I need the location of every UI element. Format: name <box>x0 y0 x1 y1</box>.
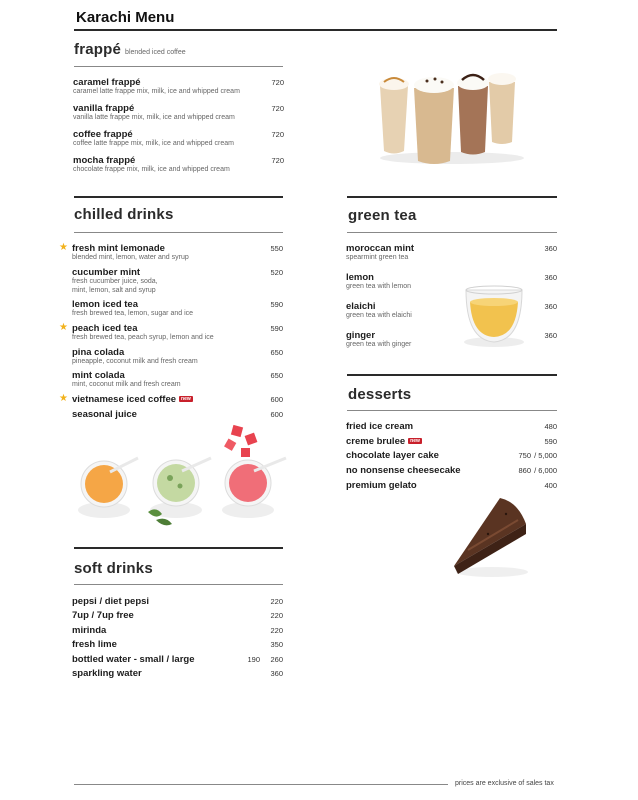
menu-item <box>72 625 283 636</box>
item-name-text: vietnamese iced coffee <box>72 394 177 405</box>
item-price: 220 <box>270 597 283 606</box>
item-name: premium gelato <box>346 480 417 491</box>
item-name: ginger <box>346 330 376 341</box>
frappe-subtitle: blended iced coffee <box>125 49 186 56</box>
page-title: Karachi Menu <box>76 9 175 26</box>
menu-item <box>73 103 284 123</box>
item-desc: spearmint green tea <box>346 254 409 261</box>
greentea-top-rule <box>347 196 557 198</box>
menu-item <box>72 267 283 295</box>
menu-item <box>73 77 284 97</box>
menu-item <box>73 129 284 149</box>
item-price: 720 <box>271 104 284 113</box>
menu-item <box>72 299 283 319</box>
item-desc: fresh cucumber juice, soda, <box>72 278 158 285</box>
item-price-small: 860 <box>518 466 531 475</box>
frappe-rule <box>74 66 283 67</box>
item-price: 590 <box>270 300 283 309</box>
item-name: mint colada <box>72 370 125 381</box>
item-name-text: creme brulee <box>346 436 406 447</box>
item-name: seasonal juice <box>72 409 137 420</box>
soft-rule <box>74 584 283 585</box>
item-price-small: 190 <box>247 655 260 664</box>
item-name <box>72 394 283 405</box>
item-price: 350 <box>270 640 283 649</box>
item-name: pepsi / diet pepsi <box>72 596 150 607</box>
cake-slice-image <box>448 494 538 578</box>
item-price: 720 <box>271 130 284 139</box>
item-price: 360 <box>544 244 557 253</box>
item-name: fresh lime <box>72 639 117 650</box>
header-rule <box>74 29 557 31</box>
item-name: bottled water - small / large <box>72 654 195 665</box>
star-icon: ★ <box>59 242 68 253</box>
item-price: 590 <box>270 324 283 333</box>
item-name: caramel frappé <box>73 77 141 88</box>
item-price: 720 <box>271 156 284 165</box>
item-price: 400 <box>544 481 557 490</box>
chilled-title: chilled drinks <box>74 206 174 223</box>
menu-item <box>72 347 283 367</box>
item-name: lemon iced tea <box>72 299 138 310</box>
greentea-title: green tea <box>348 207 417 224</box>
item-name: peach iced tea <box>72 323 138 334</box>
item-price: 360 <box>270 669 283 678</box>
desserts-top-rule <box>347 374 557 376</box>
item-price: 220 <box>270 611 283 620</box>
item-price: / 6,000 <box>534 466 557 475</box>
item-price: 260 <box>270 655 283 664</box>
item-name: mocha frappé <box>73 155 136 166</box>
star-icon: ★ <box>59 393 68 404</box>
item-desc: green tea with elaichi <box>346 312 412 319</box>
menu-item <box>72 668 283 679</box>
item-price: 600 <box>270 395 283 404</box>
desserts-rule <box>347 410 557 411</box>
soft-top-rule <box>74 547 283 549</box>
item-name: 7up / 7up free <box>72 610 134 621</box>
item-name: lemon <box>346 272 374 283</box>
menu-item <box>346 480 557 491</box>
item-name: sparkling water <box>72 668 142 679</box>
item-price: 720 <box>271 78 284 87</box>
item-price: 360 <box>544 302 557 311</box>
menu-item <box>72 596 283 607</box>
item-price: 550 <box>270 244 283 253</box>
menu-item <box>72 409 283 420</box>
footer-rule <box>74 784 448 785</box>
item-price: 360 <box>544 331 557 340</box>
menu-item <box>59 322 283 343</box>
footnote: prices are exclusive of sales tax <box>455 780 554 787</box>
item-name: mirinda <box>72 625 107 636</box>
item-desc: green tea with ginger <box>346 341 412 348</box>
item-desc: blended mint, lemon, water and syrup <box>72 254 189 261</box>
menu-item <box>72 639 283 650</box>
item-name: elaichi <box>346 301 376 312</box>
menu-item <box>72 610 283 621</box>
item-price-small: 750 <box>518 451 531 460</box>
menu-item <box>346 436 557 447</box>
item-name: chocolate layer cake <box>346 450 439 461</box>
item-price: 590 <box>544 437 557 446</box>
menu-item <box>346 243 557 263</box>
item-name: no nonsense cheesecake <box>346 465 461 476</box>
item-name: moroccan mint <box>346 243 415 254</box>
item-name: coffee frappé <box>73 129 133 140</box>
menu-item <box>72 654 283 665</box>
item-price: 650 <box>270 371 283 380</box>
item-price: / 5,000 <box>534 451 557 460</box>
item-name: vanilla frappé <box>73 103 135 114</box>
item-desc: caramel latte frappe mix, milk, ice and whipped cream <box>73 88 240 95</box>
item-name <box>346 436 557 447</box>
frappe-heading: frappé <box>74 41 122 58</box>
frappe-title <box>74 41 186 58</box>
soft-title: soft drinks <box>74 560 153 577</box>
item-name: pina colada <box>72 347 125 358</box>
juices-image <box>76 420 296 535</box>
frappe-glasses-image <box>372 66 532 166</box>
item-desc-line2: mint, lemon, salt and syrup <box>72 286 156 294</box>
menu-item <box>73 155 284 175</box>
item-desc: green tea with lemon <box>346 283 411 290</box>
menu-item <box>346 450 557 461</box>
item-price: 600 <box>270 410 283 419</box>
item-desc: vanilla latte frappe mix, milk, ice and whipped cream <box>73 114 235 121</box>
menu-item <box>346 465 557 476</box>
desserts-title: desserts <box>348 386 412 403</box>
item-name: fresh mint lemonade <box>72 243 165 254</box>
item-desc: fresh brewed tea, peach syrup, lemon and ice <box>72 334 214 341</box>
chilled-rule <box>74 232 283 233</box>
menu-item <box>72 370 283 390</box>
item-desc: chocolate frappe mix, milk, ice and whipped cream <box>73 166 230 173</box>
menu-item <box>346 421 557 432</box>
item-price: 480 <box>544 422 557 431</box>
item-desc: mint, coconut milk and fresh cream <box>72 381 181 388</box>
greentea-rule <box>347 232 557 233</box>
item-price: 520 <box>270 268 283 277</box>
item-desc: pineapple, coconut milk and fresh cream <box>72 358 198 365</box>
item-name: fried ice cream <box>346 421 414 432</box>
menu-item <box>59 242 283 263</box>
new-badge: new <box>181 396 191 402</box>
tea-glass-image <box>460 284 530 350</box>
item-name: cucumber mint <box>72 267 141 278</box>
item-desc: coffee latte frappe mix, milk, ice and whipped cream <box>73 140 234 147</box>
star-icon: ★ <box>59 322 68 333</box>
menu-item <box>59 393 283 405</box>
item-price: 220 <box>270 626 283 635</box>
item-price: 650 <box>270 348 283 357</box>
item-desc: fresh brewed tea, lemon, sugar and ice <box>72 310 194 317</box>
new-badge: new <box>410 438 420 444</box>
item-price: 360 <box>544 273 557 282</box>
chilled-top-rule <box>74 196 283 198</box>
